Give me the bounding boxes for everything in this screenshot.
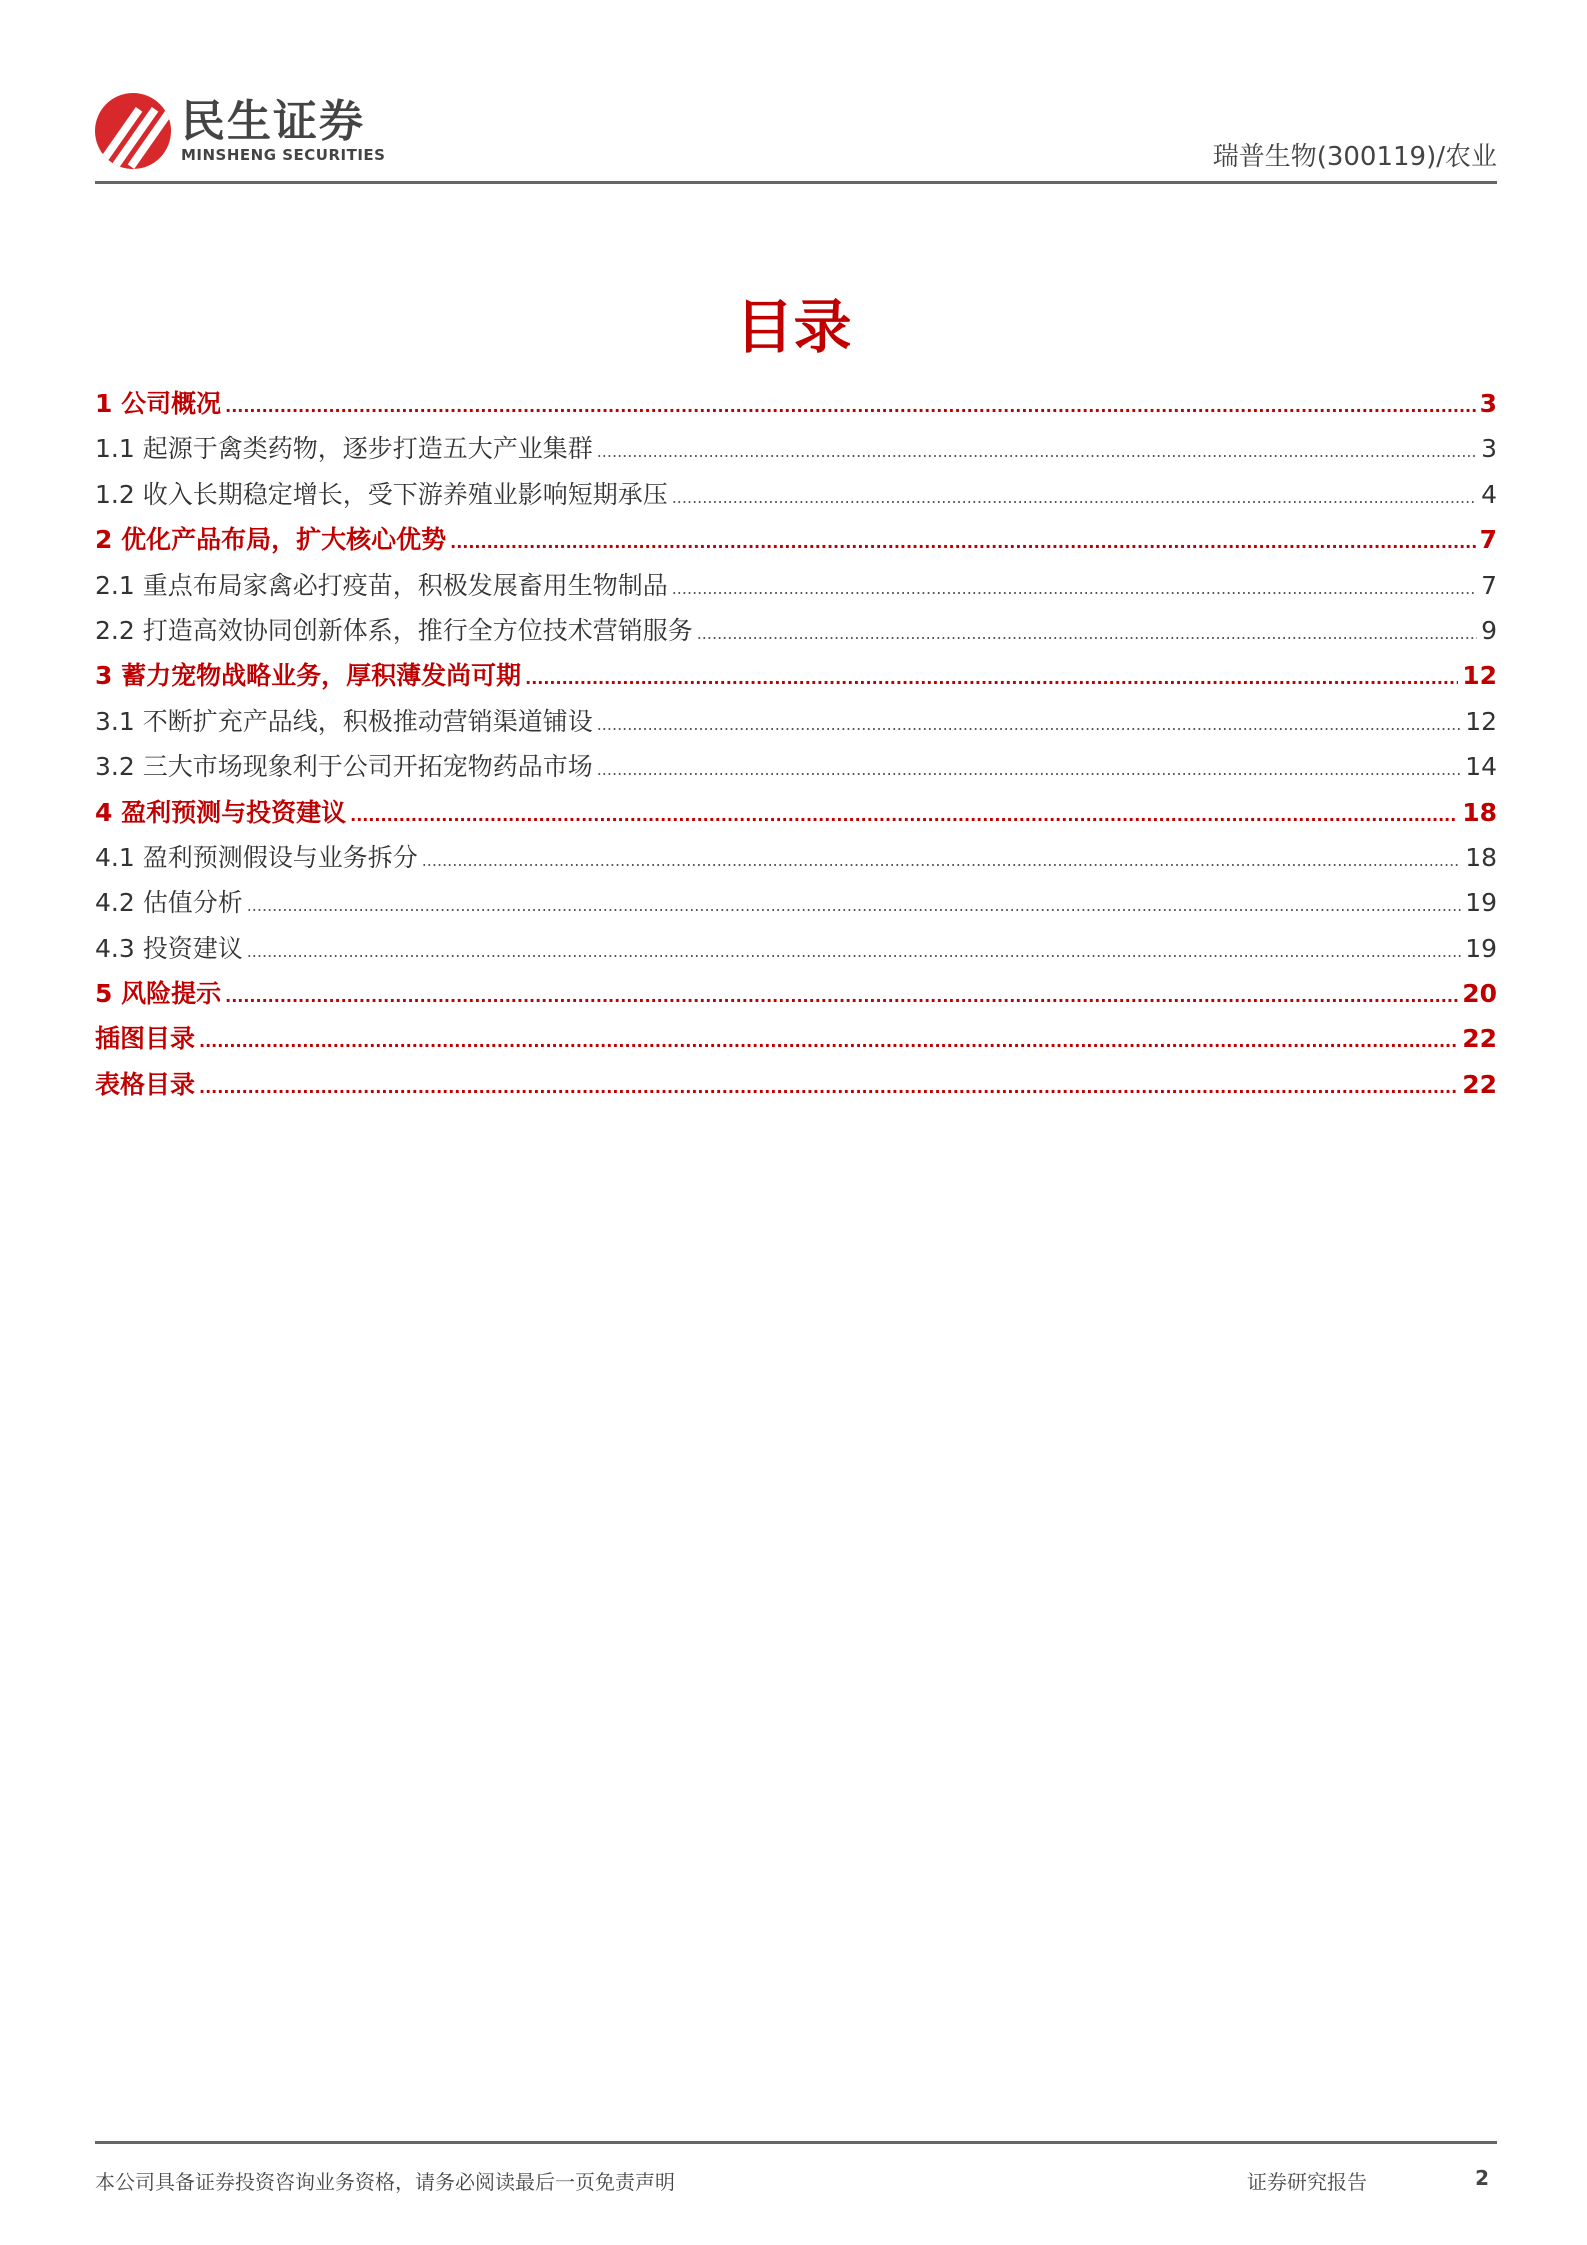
toc-entry[interactable] (95, 929, 1497, 974)
header-divider (95, 181, 1497, 184)
toc-entry-label[interactable]: 2.2 打造高效协同创新体系，推行全方位技术营销服务 (95, 615, 693, 645)
toc-entry-label[interactable]: 3.2 三大市场现象利于公司开拓宠物药品市场 (95, 752, 593, 782)
toc-entry[interactable] (95, 1065, 1497, 1110)
footer-disclaimer: 本公司具备证券投资咨询业务资格，请务必阅读最后一页免责声明 (95, 2170, 675, 2194)
toc-entry[interactable] (95, 883, 1497, 928)
toc-entry-label[interactable]: 4 盈利预测与投资建议 (95, 797, 347, 827)
toc-entry-page[interactable]: 19 (1465, 933, 1497, 963)
logo-icon (95, 93, 171, 169)
toc-entry-label[interactable]: 5 风险提示 (95, 979, 222, 1009)
toc-leader-dots (525, 669, 1458, 688)
toc-leader-dots (450, 533, 1475, 552)
toc-entry-label[interactable]: 4.3 投资建议 (95, 933, 243, 963)
page-number: 2 (1475, 2166, 1489, 2190)
toc-entry-label[interactable]: 2 优化产品布局，扩大核心优势 (95, 525, 447, 555)
toc-entry[interactable] (95, 566, 1497, 611)
toc-entry-label[interactable]: 1 公司概况 (95, 389, 222, 418)
toc-entry-page[interactable]: 20 (1462, 979, 1497, 1009)
toc-entry-page[interactable]: 3 (1479, 389, 1497, 418)
toc-entry-page[interactable]: 9 (1481, 615, 1497, 645)
toc-entry-label[interactable]: 3 蓄力宠物战略业务，厚积薄发尚可期 (95, 661, 522, 691)
page-title: 目录 (735, 293, 852, 361)
toc-leader-dots (597, 442, 1477, 461)
toc-entry-label[interactable]: 2.1 重点布局家禽必打疫苗，积极发展畜用生物制品 (95, 570, 668, 600)
toc-leader-dots (422, 851, 1461, 870)
toc-leader-dots (597, 760, 1461, 779)
toc-leader-dots (247, 896, 1461, 915)
toc-entry-label[interactable]: 1.1 起源于禽类药物，逐步打造五大产业集群 (95, 434, 593, 464)
toc-entry-page[interactable]: 18 (1465, 842, 1497, 872)
toc-entry-page[interactable]: 12 (1462, 661, 1497, 691)
toc-leader-dots (672, 488, 1477, 507)
toc-leader-dots (672, 579, 1477, 598)
footer-divider (95, 2141, 1497, 2144)
minsheng-logo (95, 93, 386, 169)
toc-entry-page[interactable]: 3 (1481, 434, 1497, 464)
toc-entry[interactable] (95, 1019, 1497, 1064)
toc-leader-dots (247, 942, 1461, 961)
toc-entry-page[interactable]: 19 (1465, 888, 1497, 918)
table-of-contents (95, 384, 1497, 1110)
toc-entry-label[interactable]: 3.1 不断扩充产品线，积极推动营销渠道铺设 (95, 706, 593, 736)
toc-leader-dots (225, 397, 1475, 416)
logo-cn: 民生证券 (181, 96, 365, 147)
toc-entry[interactable] (95, 611, 1497, 656)
toc-entry[interactable] (95, 384, 1497, 429)
toc-entry-page[interactable]: 22 (1462, 1069, 1497, 1099)
toc-entry[interactable] (95, 838, 1497, 883)
toc-entry[interactable] (95, 475, 1497, 520)
footer-report-type: 证券研究报告 (1247, 2170, 1367, 2194)
toc-entry-page[interactable]: 18 (1462, 797, 1497, 827)
logo-en: MINSHENG SECURITIES (181, 146, 386, 164)
toc-leader-dots (350, 806, 1458, 825)
toc-leader-dots (597, 715, 1461, 734)
toc-entry-label[interactable]: 插图目录 (95, 1024, 196, 1054)
toc-entry-label[interactable]: 4.1 盈利预测假设与业务拆分 (95, 842, 418, 872)
toc-entry[interactable] (95, 747, 1497, 792)
toc-entry-page[interactable]: 7 (1479, 525, 1497, 555)
toc-entry[interactable] (95, 520, 1497, 565)
toc-entry-label[interactable]: 4.2 估值分析 (95, 888, 243, 918)
stock-label: 瑞普生物(300119)/农业 (1212, 142, 1497, 172)
toc-entry-label[interactable]: 表格目录 (95, 1069, 196, 1099)
toc-leader-dots (225, 987, 1458, 1006)
toc-entry-page[interactable]: 12 (1465, 706, 1497, 736)
toc-entry[interactable] (95, 429, 1497, 474)
toc-entry[interactable] (95, 793, 1497, 838)
toc-entry[interactable] (95, 702, 1497, 747)
toc-entry-label[interactable]: 1.2 收入长期稳定增长，受下游养殖业影响短期承压 (95, 479, 668, 509)
toc-leader-dots (697, 624, 1477, 643)
toc-entry-page[interactable]: 14 (1465, 752, 1497, 782)
toc-entry[interactable] (95, 656, 1497, 701)
toc-leader-dots (199, 1078, 1458, 1097)
toc-entry-page[interactable]: 4 (1481, 479, 1497, 509)
toc-entry-page[interactable]: 7 (1481, 570, 1497, 600)
toc-entry-page[interactable]: 22 (1462, 1024, 1497, 1054)
toc-leader-dots (199, 1032, 1458, 1051)
toc-entry[interactable] (95, 974, 1497, 1019)
